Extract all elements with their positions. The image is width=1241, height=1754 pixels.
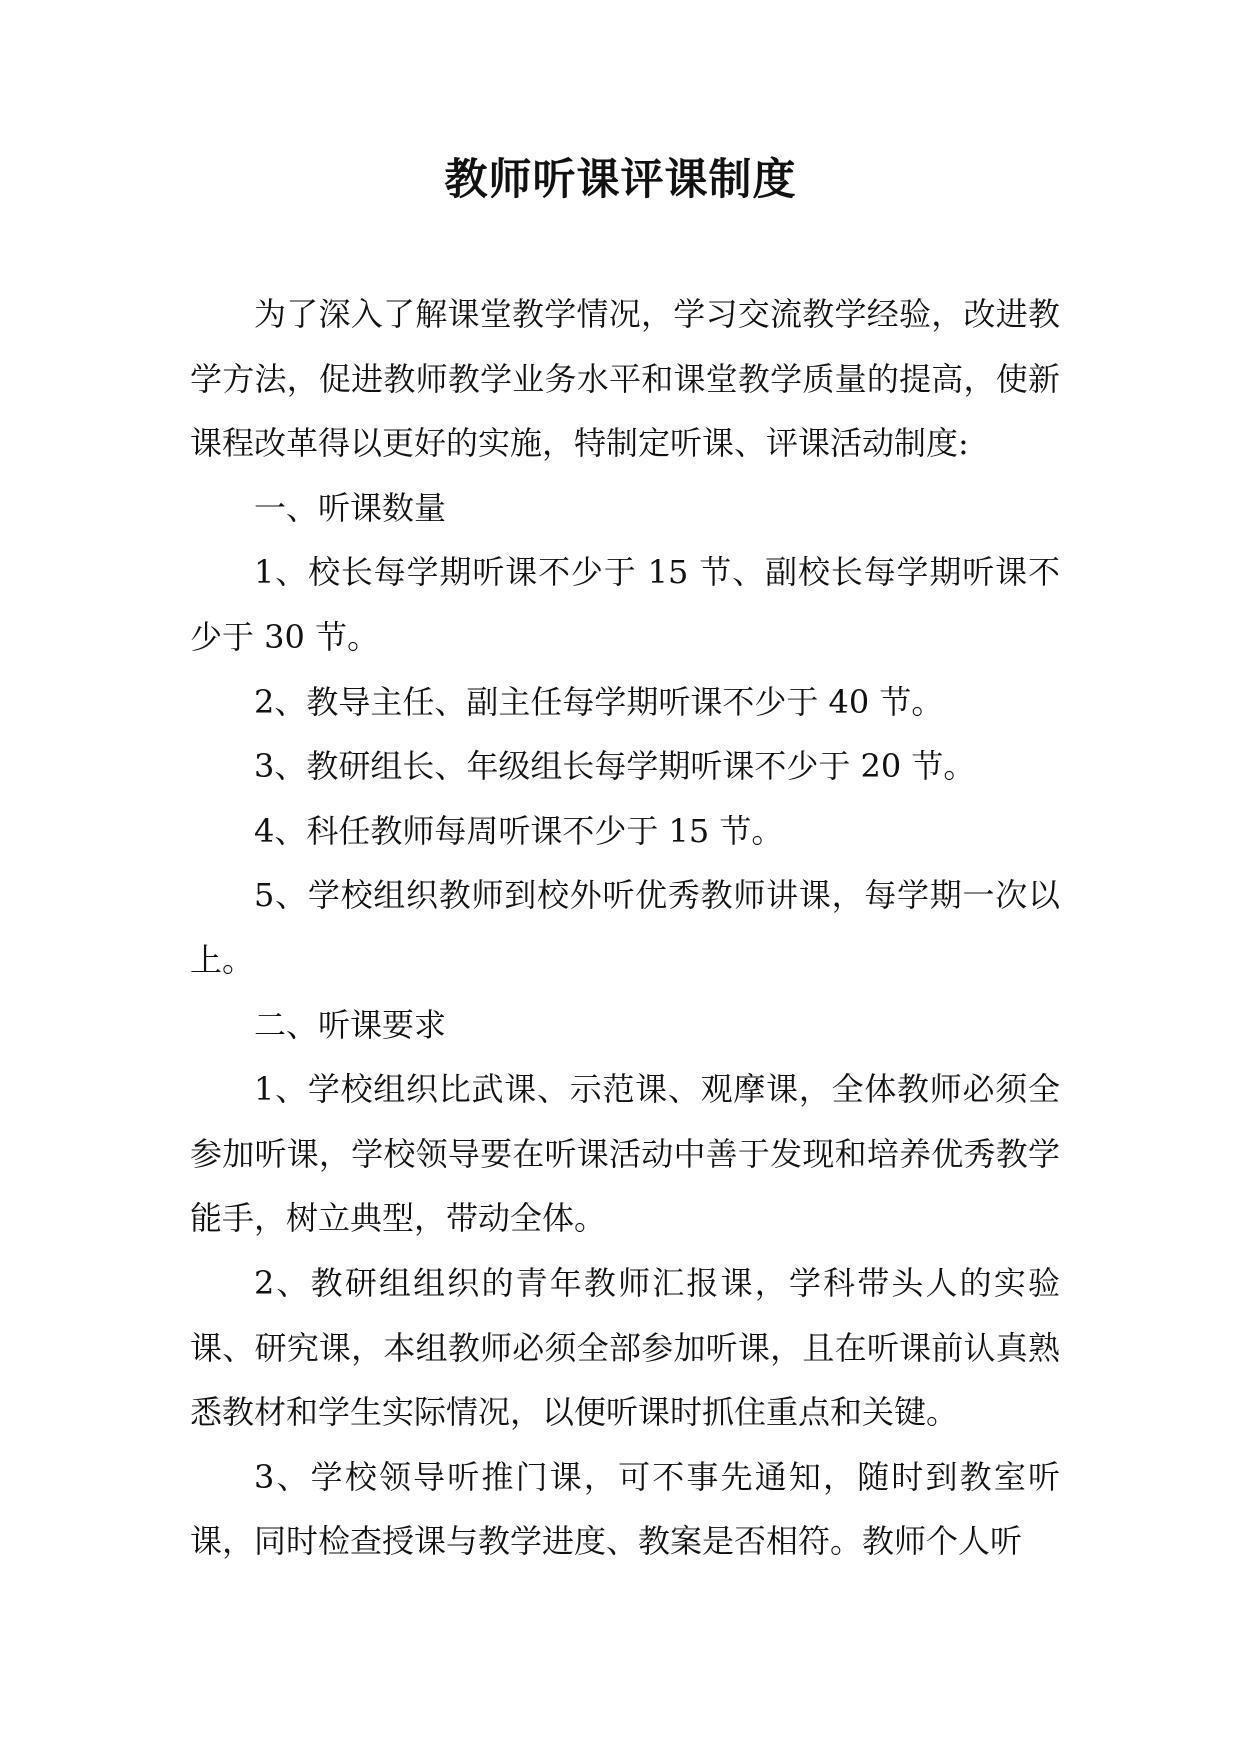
section-heading-listening-quantity: 一、听课数量 (254, 488, 447, 527)
intro-paragraph: 为了深入了解课堂教学情况，学习交流教学经验，改进教学方法，促进教师教学业务水平和课堂教学质量的提高，使新课程改革得以更好的实施，特制定听课、评课活动制度: (190, 295, 1060, 463)
document-body (190, 282, 1060, 1574)
quantity-item-3: 3、教研组长、年级组长每学期听课不少于 20 节。 (254, 747, 976, 786)
requirement-item-1: 1、学校组织比武课、示范课、观摩课，全体教师必须全参加听课，学校领导要在听课活动中善于发现和培养优秀教学能手，树立典型，带动全体。 (190, 1070, 1060, 1238)
quantity-item-4: 4、科任教师每周听课不少于 15 节。 (254, 811, 784, 850)
document-title: 教师听课评课制度 (444, 155, 797, 205)
section-heading-listening-requirements: 二、听课要求 (254, 1005, 447, 1044)
quantity-item-1: 1、校长每学期听课不少于 15 节、副校长每学期听课不少于 30 节。 (190, 553, 1060, 656)
requirement-item-2: 2、教研组组织的青年教师汇报课，学科带头人的实验课、研究课，本组教师必须全部参加听课，且在听课前认真熟悉教材和学生实际情况，以便听课时抓住重点和关键。 (190, 1263, 1060, 1432)
quantity-item-5: 5、学校组织教师到校外听优秀教师讲课，每学期一次以上。 (190, 876, 1060, 979)
requirement-item-3: 3、学校领导听推门课，可不事先通知，随时到教室听课，同时检查授课与教学进度、教案是否相符。教师个人听 (190, 1457, 1060, 1561)
quantity-item-2: 2、教导主任、副主任每学期听课不少于 40 节。 (254, 682, 944, 721)
